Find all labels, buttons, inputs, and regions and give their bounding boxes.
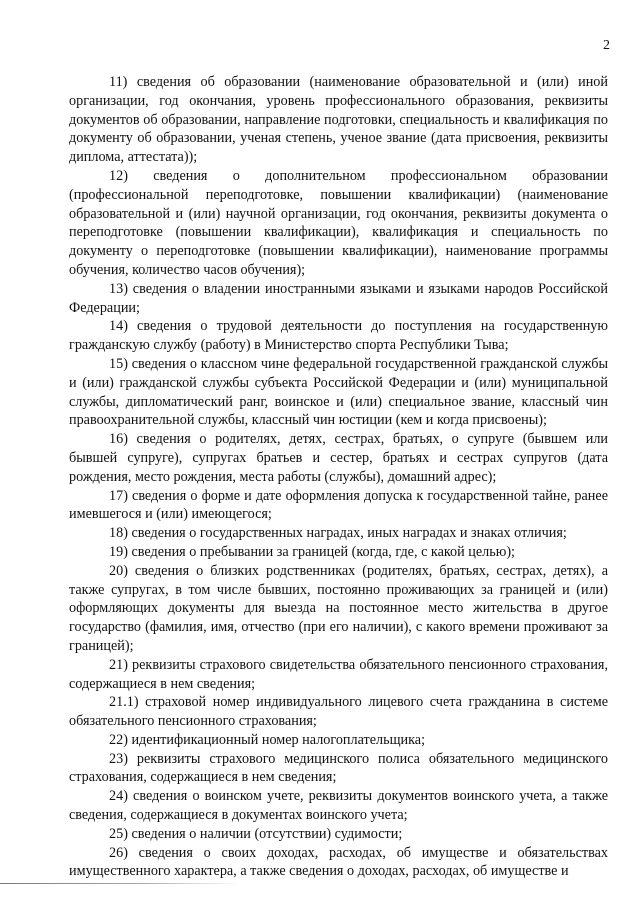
- paragraph-19: 19) сведения о пребывании за границей (когда, где, с какой целью);: [109, 543, 515, 560]
- paragraph-14: 14) сведения о трудовой деятельности до поступления на государственную гражданскую службу (работу) в Министерство спорта Республики Тыва;: [69, 318, 608, 354]
- paragraph-23: 23) реквизиты страхового медицинского полиса обязательного медицинского страхования, содержащиеся в нем сведения;: [69, 750, 608, 786]
- paragraph-22: 22) идентификационный номер налогоплательщика;: [109, 731, 426, 748]
- bottom-rule: [0, 883, 240, 884]
- paragraph-13: 13) сведения о владении иностранными языками и языками народов Российской Федерации;: [69, 280, 608, 316]
- paragraph-24: 24) сведения о воинском учете, реквизиты документов воинского учета, а также сведения, содержащиеся в документах воинского учета;: [69, 788, 608, 824]
- paragraph-12: 12) сведения о дополнительном профессиональном образовании (профессиональной переподготовке, повышении квалификации) (наименование образовательной и (или) научной организации, год окончания, реквизиты документа о переподготовке (повышении квалификации), квалификация и специальность по документу о переподготовке (повышении квалификации), наименование программы обучения, количество часов обучения);: [69, 167, 608, 278]
- paragraph-21-1: 21.1) страховой номер индивидуального лицевого счета гражданина в системе обязательного пенсионного страхования;: [69, 694, 608, 730]
- paragraph-26: 26) сведения о своих доходах, расходах, об имуществе и обязательствах имущественного характера, а также сведения о доходах, расходах, об имуществе и: [69, 844, 608, 880]
- paragraph-25: 25) сведения о наличии (отсутствии) судимости;: [109, 825, 403, 842]
- paragraph-20: 20) сведения о близких родственниках (родителях, братьях, сестрах, детях), а также супругах, в том числе бывших, постоянно проживающих за границей и (или) оформляющих документы для выезда на постоянное место жительства в другое государство (фамилия, имя, отчество (при его наличии), с какого времени проживают за границей);: [69, 562, 608, 654]
- document-body: [69, 73, 608, 881]
- paragraph-18: 18) сведения о государственных наградах, иных наградах и знаках отличия;: [109, 525, 567, 542]
- paragraph-17: 17) сведения о форме и дате оформления допуска к государственной тайне, ранее имевшегося и (или) имеющегося;: [69, 487, 608, 523]
- paragraph-21: 21) реквизиты страхового свидетельства обязательного пенсионного страхования, содержащиеся в нем сведения;: [69, 656, 608, 692]
- page-number: 2: [603, 38, 610, 53]
- paragraph-11: 11) сведения об образовании (наименование образовательной и (или) иной организации, год окончания, уровень профессионального образования, реквизиты документов об образовании, направление подготовки, специальность и квалификация по документу об образовании, ученая степень, ученое звание (дата присвоения, реквизиты диплома, аттестата));: [69, 74, 608, 166]
- paragraph-16: 16) сведения о родителях, детях, сестрах, братьях, о супруге (бывшем или бывшей супруге), супругах братьев и сестер, братьях и сестрах супругов (дата рождения, место рождения, места работы (службы), домашний адрес);: [69, 431, 608, 485]
- paragraph-15: 15) сведения о классном чине федеральной государственной гражданской службы и (или) гражданской службы субъекта Российской Федерации и (или) муниципальной службы, дипломатический ранг, воинское и (или) специальное звание, классный чин правоохранительной службы, классный чин юстиции (кем и когда присвоены);: [69, 355, 608, 429]
